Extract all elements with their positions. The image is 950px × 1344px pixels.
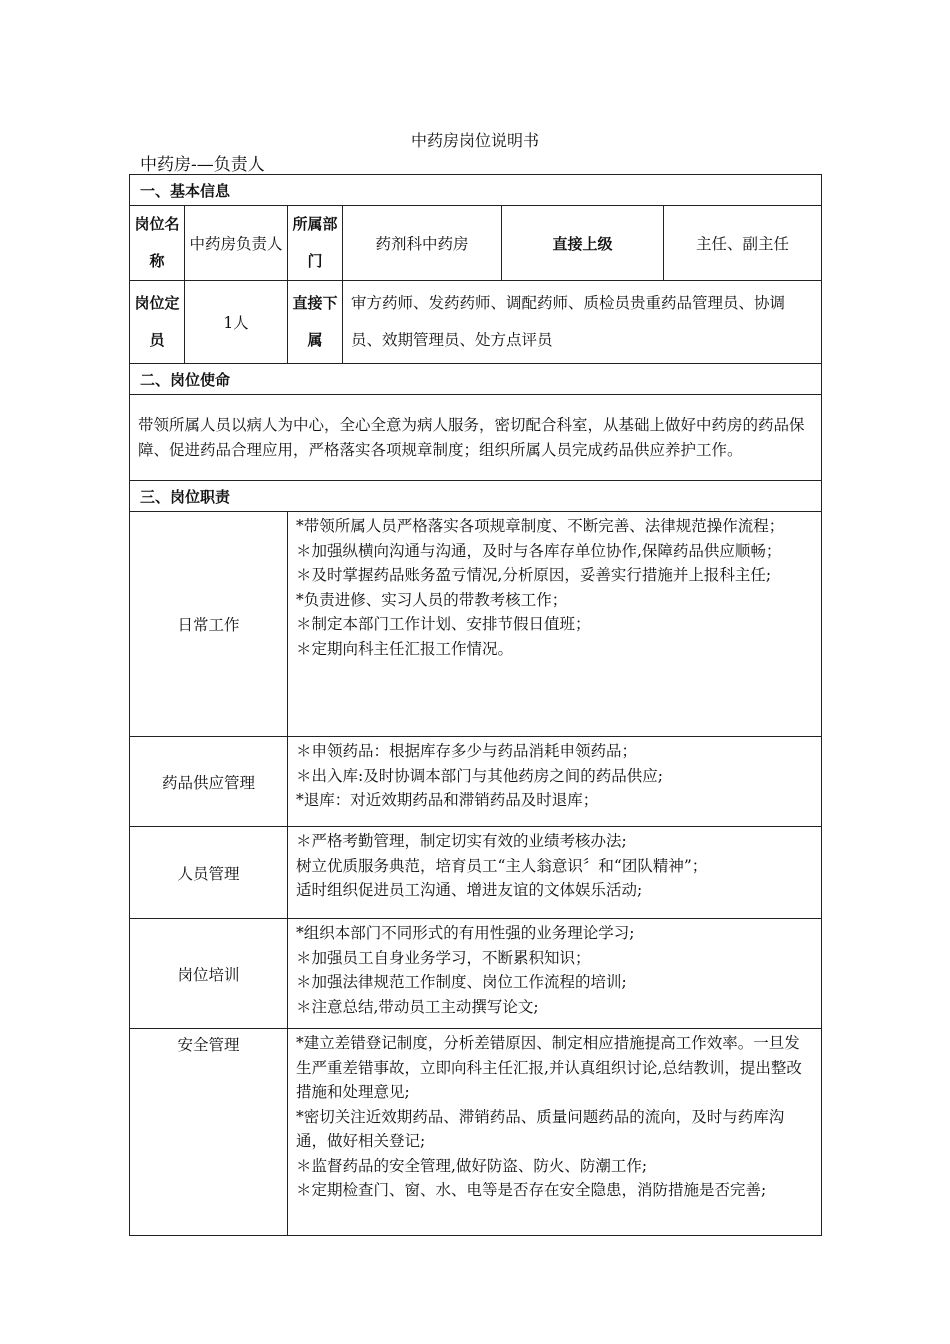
position-subtitle: 中药房-—负责人 [140, 155, 265, 175]
duty-item: ＊注意总结,带动员工主动撰写论文; [296, 997, 539, 1016]
subordinates-value: 审方药师、发药药师、调配药师、质检员贵重药品管理员、协调员、效期管理员、处方点评员 [343, 281, 822, 364]
section-mission-heading: 二、岗位使命 [130, 364, 822, 395]
subordinates-label: 直接下属 [288, 281, 343, 364]
duty-list-staff-management [288, 827, 822, 919]
duty-list-drug-supply [288, 737, 822, 827]
duty-item: ＊及时掌握药品账务盈亏情况,分析原因，妥善实行措施并上报科主任; [296, 566, 772, 584]
section-basic-info-heading: 一、基本信息 [130, 175, 822, 206]
duty-item: ＊出入库:及时协调本部门与其他药房之间的药品供应; [296, 766, 663, 785]
duty-item: ＊加强员工自身业务学习，不断累积知识； [296, 948, 591, 967]
duty-item: 适时组织促进员工沟通、增进友谊的文体娱乐活动; [296, 881, 643, 899]
duty-list-safety [288, 1029, 822, 1236]
duty-item: *密切关注近效期药品、滞销药品、质量问题药品的流向，及时与药库沟通，做好相关登记; [296, 1107, 785, 1150]
superior-value: 主任、副主任 [664, 206, 822, 281]
quota-label: 岗位定员 [130, 281, 185, 364]
superior-label: 直接上级 [502, 206, 664, 281]
duty-category-staff-management: 人员管理 [130, 827, 288, 919]
duty-item: *退库：对近效期药品和滞销药品及时退库； [296, 791, 599, 809]
document-title: 中药房岗位说明书 [410, 131, 539, 150]
duty-item: *建立差错登记制度，分析差错原因、制定相应措施提高工作效率。一旦发生严重差错事故，立即向科主任汇报,并认真组织讨论,总结教训，提出整改措施和处理意见; [296, 1034, 802, 1101]
duty-category-training: 岗位培训 [130, 919, 288, 1029]
duty-item: *负责进修、实习人员的带教考核工作； [296, 590, 568, 609]
job-description-table [129, 174, 822, 1236]
duty-item: ＊加强纵横向沟通与沟通，及时与各库存单位协作,保障药品供应顺畅； [296, 541, 782, 560]
duty-item: ＊监督药品的安全管理,做好防盗、防火、防潮工作; [296, 1156, 648, 1175]
duty-item: ＊定期检查门、窗、水、电等是否存在安全隐患，消防措施是否完善; [296, 1181, 767, 1199]
quota-value: 1人 [185, 281, 288, 364]
duty-list-training [288, 919, 822, 1029]
post-name-value: 中药房负责人 [185, 206, 288, 281]
duty-item: 树立优质服务典范，培育员工“主人翁意识〞和“团队精神”； [296, 856, 708, 875]
duty-item: ＊加强法律规范工作制度、岗位工作流程的培训; [296, 973, 627, 991]
department-value: 药剂科中药房 [343, 206, 502, 281]
duty-item: ＊定期向科主任汇报工作情况。 [296, 639, 514, 658]
duty-item: *组织本部门不同形式的有用性强的业务理论学习; [296, 924, 635, 942]
duty-item: ＊制定本部门工作计划、安排节假日值班； [296, 615, 591, 633]
duty-item: ＊申领药品：根据库存多少与药品消耗申领药品； [296, 742, 638, 760]
mission-text: 带领所属人员以病人为中心，全心全意为病人服务，密切配合科室，从基础上做好中药房的药品保障、促进药品合理应用，严格落实各项规章制度；组织所属人员完成药品供应养护工作。 [130, 395, 822, 481]
duty-category-safety: 安全管理 [130, 1029, 288, 1236]
duty-item: *带领所属人员严格落实各项规章制度、不断完善、法律规范操作流程； [296, 517, 785, 535]
duty-list-daily-work [288, 512, 822, 737]
duty-category-drug-supply: 药品供应管理 [130, 737, 288, 827]
post-name-label: 岗位名称 [130, 206, 185, 281]
duty-category-daily-work: 日常工作 [130, 512, 288, 737]
duty-item: ＊严格考勤管理，制定切实有效的业绩考核办法; [296, 832, 627, 850]
section-duties-heading: 三、岗位职责 [130, 481, 822, 512]
department-label: 所属部门 [288, 206, 343, 281]
